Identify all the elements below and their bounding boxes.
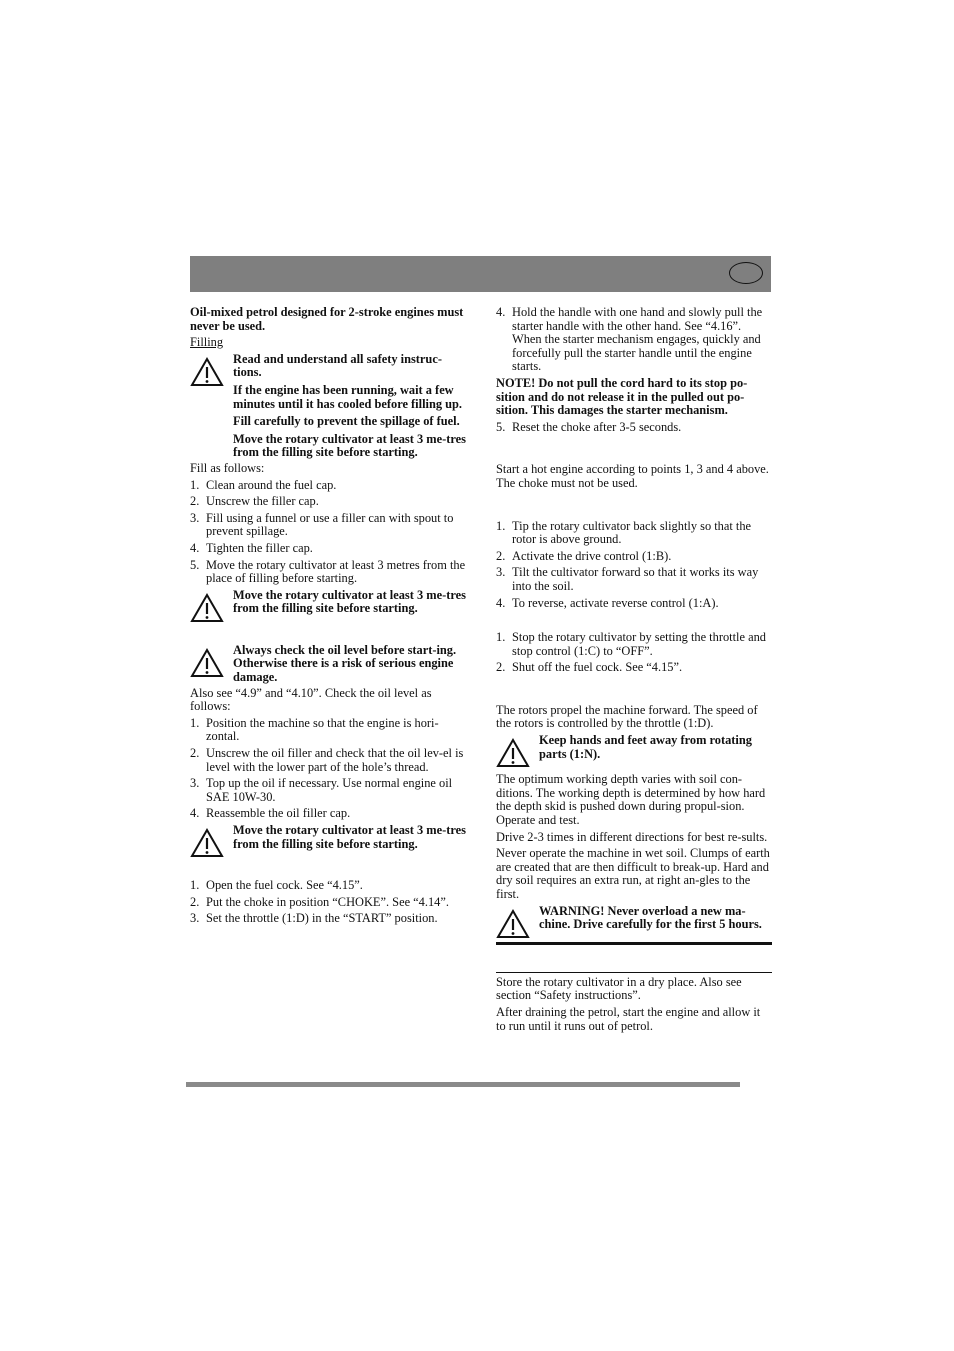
filling-steps-list	[190, 479, 466, 586]
list-item: 2. Shut off the fuel cock. See “4.15”.	[496, 660, 683, 675]
list-item: 3. Tilt the cultivator forward so that it works its way into the soil.	[496, 565, 759, 593]
list-item: 4. Reassemble the oil filler cap.	[190, 806, 351, 821]
language-oval-icon	[729, 262, 763, 284]
right-column	[496, 306, 772, 1036]
rotating-parts-warning	[496, 734, 772, 761]
list-item: 3. Set the throttle (1:D) in the “START” position.	[190, 911, 438, 926]
warning-triangle-icon	[190, 357, 224, 387]
warning-line: If the engine has been running, wait a few minutes until it has cooled before filling up.	[233, 382, 463, 411]
warning-line: Move the rotary cultivator at least 3 me-tres from the filling site before starting.	[233, 431, 466, 460]
warning-triangle-icon	[190, 593, 224, 623]
starter-note: NOTE! Do not pull the cord hard to its stop po-sition and do not release it in the pulled out po-sition. This damages the starter mechanism.	[496, 375, 748, 418]
list-item: 1. Stop the rotary cultivator by setting the throttle and stop control (1:C) to “OFF”.	[496, 630, 766, 658]
list-item: 3. Fill using a funnel or use a filler can with spout to prevent spillage.	[190, 510, 454, 539]
safety-warning-block	[190, 353, 466, 460]
filling-heading: Filling	[190, 335, 224, 350]
stop-steps-list	[496, 631, 772, 675]
list-item: 4. Tighten the filler cap.	[190, 540, 313, 555]
oil-steps-list	[190, 717, 466, 821]
oil-mixed-warning-text: Oil-mixed petrol designed for 2-stroke engines must never be used.	[190, 305, 464, 333]
wet-soil-text: Never operate the machine in wet soil. Clumps of earth are created that are then difficult to break-up. Hard and dry soil requires an extra run, at right an-gles to the first.	[496, 846, 770, 901]
hot-engine-text: Start a hot engine according to points 1, 3 and 4 above. The choke must not be used.	[496, 462, 769, 490]
warning-triangle-icon	[496, 909, 530, 939]
list-item: 5. Move the rotary cultivator at least 3 metres from the place of filling before starting.	[190, 557, 466, 586]
storage-text: Store the rotary cultivator in a dry place. Also see section “Safety instructions”.	[496, 974, 742, 1003]
warning-line: Always check the oil level before start-ing. Otherwise there is a risk of serious engine damage.	[233, 642, 457, 685]
list-item: 2. Put the choke in position “CHOKE”. See “4.14”.	[190, 894, 449, 909]
list-item: 2. Unscrew the filler cap.	[190, 494, 319, 509]
warning-line: Read and understand all safety instruc-tions.	[233, 351, 442, 380]
warning-triangle-icon	[496, 738, 530, 768]
list-item: 1. Clean around the fuel cap.	[190, 477, 337, 492]
list-item: 4. To reverse, activate reverse control (1:A).	[496, 595, 719, 610]
move-cultivator-warning	[190, 589, 466, 616]
overload-warning	[496, 905, 772, 932]
list-item: 1. Tip the rotary cultivator back slightly so that the rotor is above ground.	[496, 518, 752, 547]
list-item: 3. Top up the oil if necessary. Use normal engine oil SAE 10W-30.	[190, 776, 453, 804]
rotors-text: The rotors propel the machine forward. The speed of the rotors is controlled by the throttle (1:D).	[496, 702, 758, 731]
drive-times-text: Drive 2-3 times in different directions for best re-sults.	[496, 829, 768, 844]
list-item: 2. Activate the drive control (1:B).	[496, 548, 672, 563]
list-item: 4. Hold the handle with one hand and slowly pull the starter handle with the other hand. See “4.16”. When the starter mechanism engages, quickly and forcefully pull the starter handle until the engine starts.	[496, 305, 763, 374]
list-item: 1. Position the machine so that the engine is hori-zontal.	[190, 715, 439, 744]
warning-line: Move the rotary cultivator at least 3 me-tres from the filling site before starting.	[233, 823, 466, 851]
warning-line: Move the rotary cultivator at least 3 me-tres from the filling site before starting.	[233, 587, 466, 616]
working-depth-text: The optimum working depth varies with soil con-ditions. The working depth is determined by how hard the depth skid is pushed down during propul-sion. Operate and test.	[496, 772, 766, 828]
list-item: 1. Open the fuel cock. See “4.15”.	[190, 878, 363, 893]
header-bar	[190, 256, 771, 292]
warning-triangle-icon	[190, 648, 224, 678]
warning-triangle-icon	[190, 828, 224, 858]
start-steps-list	[190, 879, 466, 926]
start-steps-continued-list	[496, 306, 772, 374]
draining-text: After draining the petrol, start the engine and allow it to run until it runs out of petrol.	[496, 1004, 761, 1033]
start-step-5-list	[496, 421, 772, 435]
oil-level-warning	[190, 644, 466, 685]
list-item: 5. Reset the choke after 3-5 seconds.	[496, 419, 682, 434]
warning-line: Fill carefully to prevent the spillage of fuel.	[233, 414, 460, 429]
fill-as-follows-text: Fill as follows:	[190, 460, 265, 475]
footer-bar	[186, 1082, 740, 1087]
oil-check-intro: Also see “4.9” and “4.10”. Check the oil level as follows:	[190, 685, 432, 714]
left-column	[190, 306, 466, 929]
warning-line: Keep hands and feet away from rotating parts (1:N).	[539, 733, 752, 761]
list-item: 2. Unscrew the oil filler and check that the oil lev-el is level with the lower part of the hole’s thread.	[190, 746, 464, 774]
warning-line: WARNING! Never overload a new ma-chine. Drive carefully for the first 5 hours.	[539, 903, 762, 932]
move-cultivator-warning-2	[190, 824, 466, 851]
drive-steps-list	[496, 520, 772, 611]
